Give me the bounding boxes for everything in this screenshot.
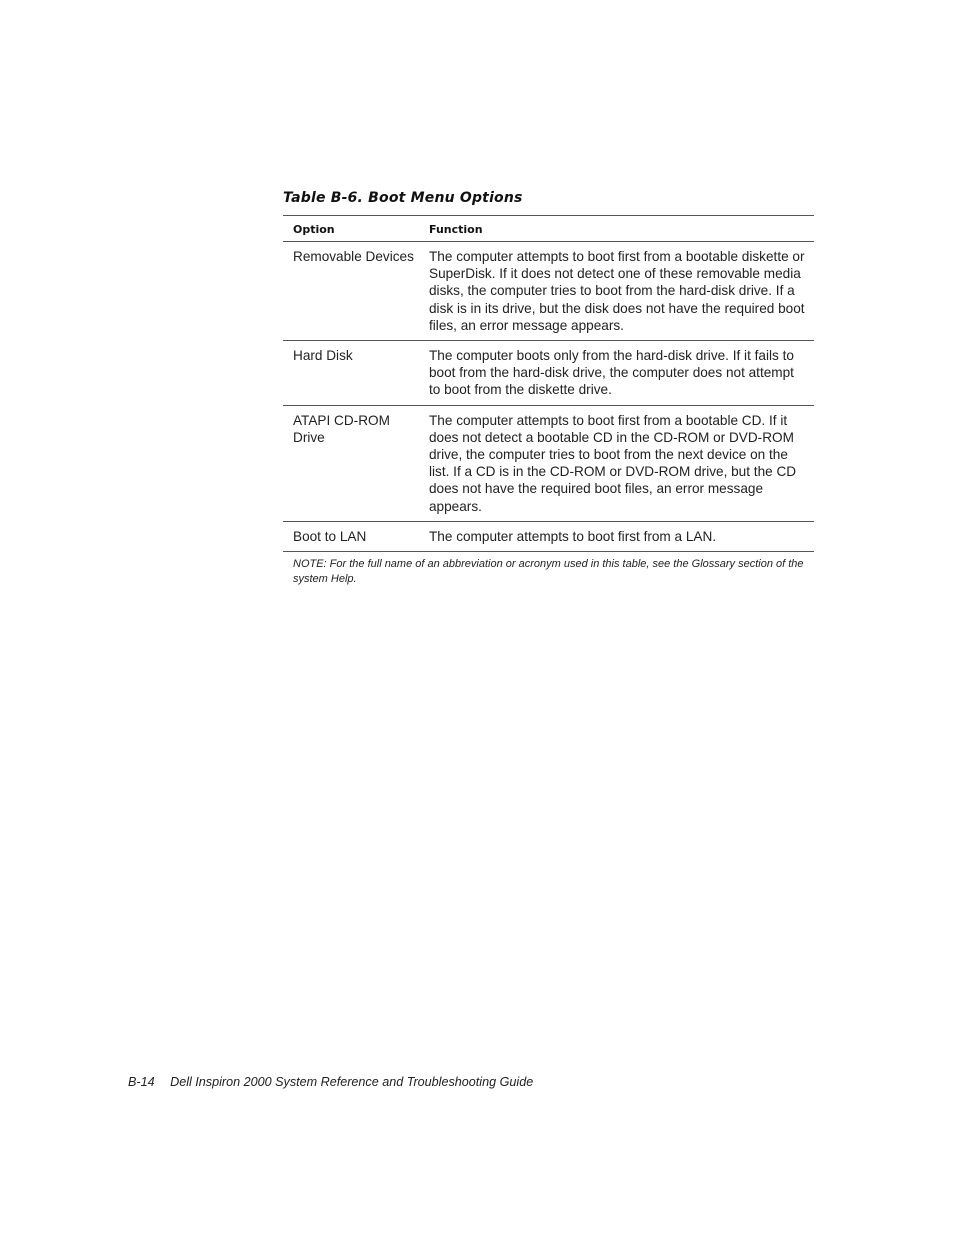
column-header-function: Function: [419, 216, 814, 242]
table-header-row: [283, 216, 814, 242]
table-row: [283, 521, 814, 551]
page-footer: [128, 1075, 533, 1089]
page-number: B-14: [128, 1075, 155, 1089]
boot-menu-options-table: [283, 215, 814, 552]
table-title: Table B-6. Boot Menu Options: [283, 190, 523, 206]
option-cell: Hard Disk: [283, 341, 419, 406]
function-cell: The computer attempts to boot first from a bootable diskette or SuperDisk. If it does not detect one of these removable media disks, the computer tries to boot from the hard-disk drive. If a disk is in its drive, but the disk does not have the required boot files, an error message appears.: [419, 242, 814, 341]
table-row: [283, 242, 814, 341]
option-cell: Removable Devices: [283, 242, 419, 341]
function-cell: The computer boots only from the hard-disk drive. If it fails to boot from the hard-disk drive, the computer does not attempt to boot from the diskette drive.: [419, 341, 814, 406]
document-title: Dell Inspiron 2000 System Reference and Troubleshooting Guide: [170, 1075, 534, 1089]
table-note: NOTE: For the full name of an abbreviation or acronym used in this table, see the Glossary section of the system Help.: [293, 558, 804, 586]
option-cell: Boot to LAN: [283, 521, 419, 551]
table-row: [283, 341, 814, 406]
option-cell: ATAPI CD-ROM Drive: [283, 405, 419, 521]
function-cell: The computer attempts to boot first from a LAN.: [419, 521, 814, 551]
function-cell: The computer attempts to boot first from a bootable CD. If it does not detect a bootable CD in the CD-ROM or DVD-ROM drive, the computer tries to boot from the next device on the list. If a CD is in the CD-ROM or DVD-ROM drive, but the CD does not have the required boot files, an error message appears.: [419, 405, 814, 521]
table-row: [283, 405, 814, 521]
column-header-option: Option: [283, 216, 419, 242]
boot-menu-table-block: [283, 188, 814, 587]
